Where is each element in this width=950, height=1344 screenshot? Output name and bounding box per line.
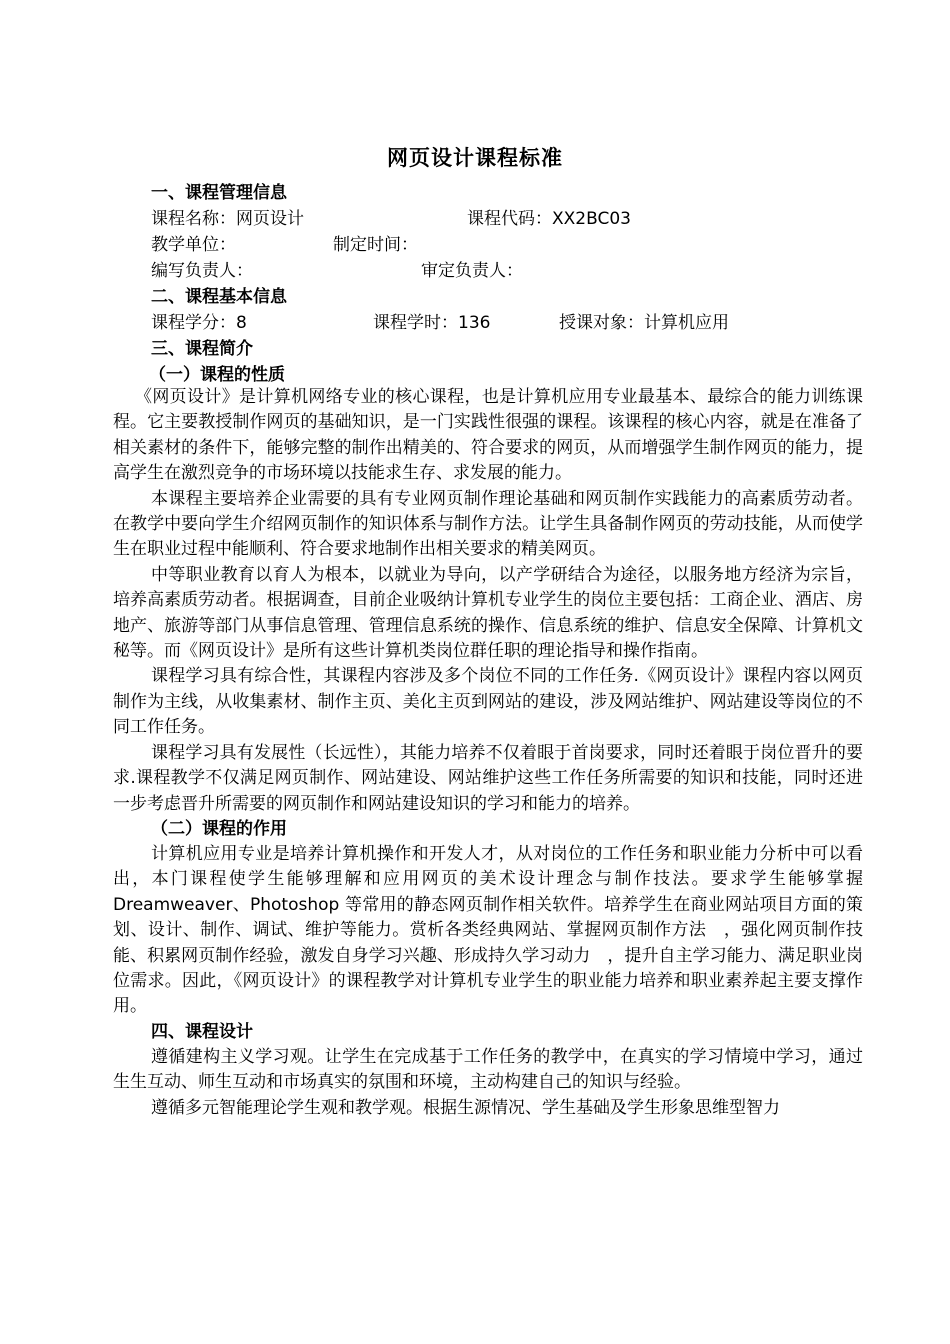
section-heading: 四、课程设计 [151, 1021, 253, 1042]
section-intro-body [113, 385, 863, 1121]
teaching-unit: 教学单位： [151, 235, 236, 255]
subsection-heading: （一）课程的性质 [149, 365, 285, 385]
paragraph: 《网页设计》是计算机网络专业的核心课程，也是计算机应用专业最基本、最综合的能力训练课程。它主要教授制作网页的基础知识，是一门实践性很强的课程。该课程的核心内容，就是在准备了相关素材的条件下，能够完整的制作出精美的、符合要求的网页，从而增强学生制作网页的能力，提高学生在激烈竞争的市场环境以技能求生存、求发展的能力。 [113, 387, 863, 484]
paragraph: 课程学习具有发展性（长远性），其能力培养不仅着眼于首岗要求，同时还着眼于岗位晋升的要求.课程教学不仅满足网页制作、网站建设、网站维护这些工作任务所需要的知识和技能，同时还进一步考虑晋升所需要的网页制作和网站建设知识的学习和能力的培养。 [113, 742, 863, 814]
subsection-heading: （二）课程的作用 [151, 818, 287, 839]
info-row-author-reviewer [113, 258, 863, 284]
reviewer: 审定负责人： [421, 261, 523, 281]
paragraph: 遵循多元智能理论学生观和教学观。根据生源情况、学生基础及学生形象思维型智力 [151, 1097, 780, 1118]
paragraph: 计算机应用专业是培养计算机操作和开发人才，从对岗位的工作任务和职业能力分析中可以看出，本门课程使学生能够理解和应用网页的美术设计理念与制作技法。要求学生能够掌握 Dreamweaver、Photoshop 等常用的静态网页制作相关软件。培养学生在商业网站项目方面的策划、设计、制作、调试、维护等能力。赏析各类经典网站、掌握网页制作方法 ，强化网页制作技能、积累网页制作经验，激发自身学习兴趣、形成持久学习动力 ，提升自主学习能力、满足职业岗位需求。因此，《网页设计》的课程教学对计算机专业学生的职业能力培养和职业素养起主要支撑作用。 [113, 843, 863, 1017]
course-credits: 课程学分：8 [151, 313, 247, 333]
document-title: 网页设计课程标准 [387, 146, 563, 170]
info-row-basic [113, 310, 863, 336]
paragraph: 课程学习具有综合性，其课程内容涉及多个岗位不同的工作任务.《网页设计》课程内容以网页制作为主线，从收集素材、制作主页、美化主页到网站的建设，涉及网站维护、网站建设等岗位的不同工作任务。 [113, 666, 863, 738]
author: 编写负责人： [151, 261, 253, 281]
paragraph: 中等职业教育以育人为根本，以就业为导向，以产学研结合为途径，以服务地方经济为宗旨，培养高素质劳动者。根据调查，目前企业吸纳计算机专业学生的岗位主要包括：工商企业、酒店、房地产、旅游等部门从事信息管理、管理信息系统的操作、信息系统的维护、信息安全保障、计算机文秘等。而《网页设计》是所有这些计算机类岗位群任职的理论指导和操作指南。 [113, 564, 863, 662]
info-row-unit-time [113, 232, 863, 258]
section-heading: 三、课程简介 [151, 339, 253, 359]
info-row-name-code [113, 206, 863, 232]
course-target: 授课对象：计算机应用 [559, 313, 729, 333]
course-code: 课程代码：XX2BC03 [467, 209, 631, 229]
section-course-management [113, 180, 863, 388]
made-time: 制定时间： [333, 235, 418, 255]
paragraph: 遵循建构主义学习观。让学生在完成基于工作任务的教学中，在真实的学习情境中学习，通过生生互动、师生互动和市场真实的氛围和环境，主动构建自己的知识与经验。 [113, 1046, 863, 1093]
course-name: 课程名称：网页设计 [151, 209, 304, 229]
paragraph: 本课程主要培养企业需要的具有专业网页制作理论基础和网页制作实践能力的高素质劳动者。在教学中要向学生介绍网页制作的知识体系与制作方法。让学生具备制作网页的劳动技能，从而使学生在职业过程中能顺利、符合要求地制作出相关要求的精美网页。 [113, 488, 863, 560]
course-hours: 课程学时：136 [373, 313, 491, 333]
section-heading: 一、课程管理信息 [151, 183, 287, 203]
section-heading: 二、课程基本信息 [151, 287, 287, 307]
